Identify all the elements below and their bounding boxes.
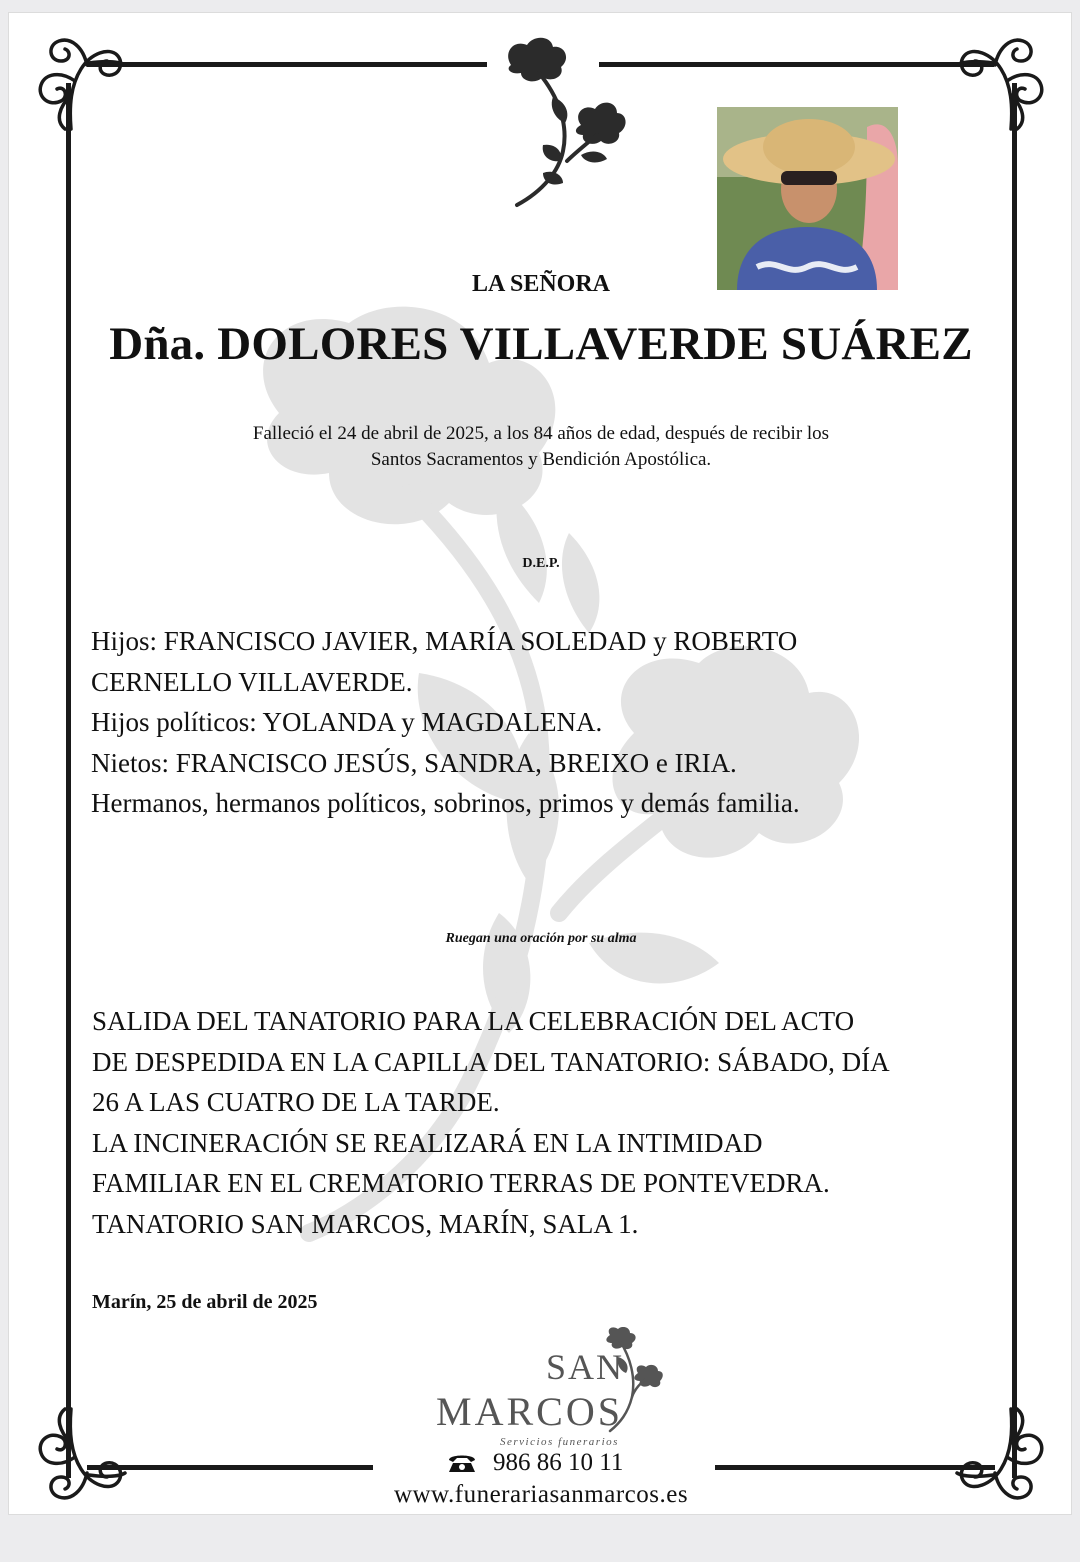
prayer-request: Ruegan una oración por su alma — [445, 931, 637, 946]
death-line: Falleció el 24 de abril de 2025, a los 84 años de edad, después de recibir los — [252, 423, 830, 444]
ceremony-line: 26 A LAS CUATRO DE LA TARDE. — [92, 1087, 500, 1117]
family-line: CERNELLO VILLAVERDE. — [91, 666, 413, 697]
family-line: Hijos políticos: YOLANDA y MAGDALENA. — [91, 707, 603, 737]
death-line: Santos Sacramentos y Bendición Apostólica. — [370, 449, 712, 470]
frame-bottom-right-line — [715, 1465, 995, 1470]
logo-line-1: SAN — [546, 1347, 625, 1387]
ceremony-line: DE DESPEDIDA EN LA CAPILLA DEL TANATORIO: SÁBADO, DÍA — [92, 1046, 890, 1077]
san-marcos-logo — [424, 1327, 664, 1453]
frame-top-right-line — [599, 62, 994, 67]
corner-ornament-icon — [955, 25, 1051, 135]
family-line: Hijos: FRANCISCO JAVIER, MARÍA SOLEDAD y ROBERTO — [91, 626, 798, 656]
corner-ornament-icon — [31, 25, 127, 135]
family-list — [91, 621, 991, 824]
obituary-card — [8, 12, 1072, 1515]
frame-top-left-line — [87, 62, 487, 67]
dep-label: D.E.P. — [522, 556, 560, 571]
bottom-strip — [0, 1528, 1080, 1562]
logo-line-2: MARCOS — [436, 1389, 623, 1434]
website-link[interactable]: www.funerariasanmarcos.es — [393, 1481, 689, 1508]
ceremony-details — [92, 1001, 992, 1244]
ceremony-line: LA INCINERACIÓN SE REALIZARÁ EN LA INTIMIDAD — [92, 1127, 763, 1158]
ceremony-line: TANATORIO SAN MARCOS, MARÍN, SALA 1. — [92, 1208, 639, 1239]
ceremony-line: SALIDA DEL TANATORIO PARA LA CELEBRACIÓN DEL ACTO — [92, 1006, 855, 1036]
flower-icon — [503, 35, 629, 211]
phone-row — [447, 1449, 667, 1477]
death-statement — [9, 421, 1072, 473]
phone-icon — [447, 1452, 477, 1474]
title-label: LA SEÑORA — [471, 271, 611, 297]
family-line: Nietos: FRANCISCO JESÚS, SANDRA, BREIXO e IRIA. — [91, 747, 737, 778]
family-line: Hermanos, hermanos políticos, sobrinos, primos y demás familia. — [91, 788, 800, 818]
deceased-photo — [717, 107, 898, 290]
deceased-name: Dña. DOLORES VILLAVERDE SUÁREZ — [109, 318, 973, 370]
frame-bottom-left-line — [87, 1465, 373, 1470]
logo-tagline: Servicios funerarios — [500, 1436, 619, 1448]
phone-number: 986 86 10 11 — [493, 1449, 624, 1476]
place-date: Marín, 25 de abril de 2025 — [92, 1291, 318, 1313]
ceremony-line: FAMILIAR EN EL CREMATORIO TERRAS DE PONTEVEDRA. — [92, 1168, 830, 1198]
